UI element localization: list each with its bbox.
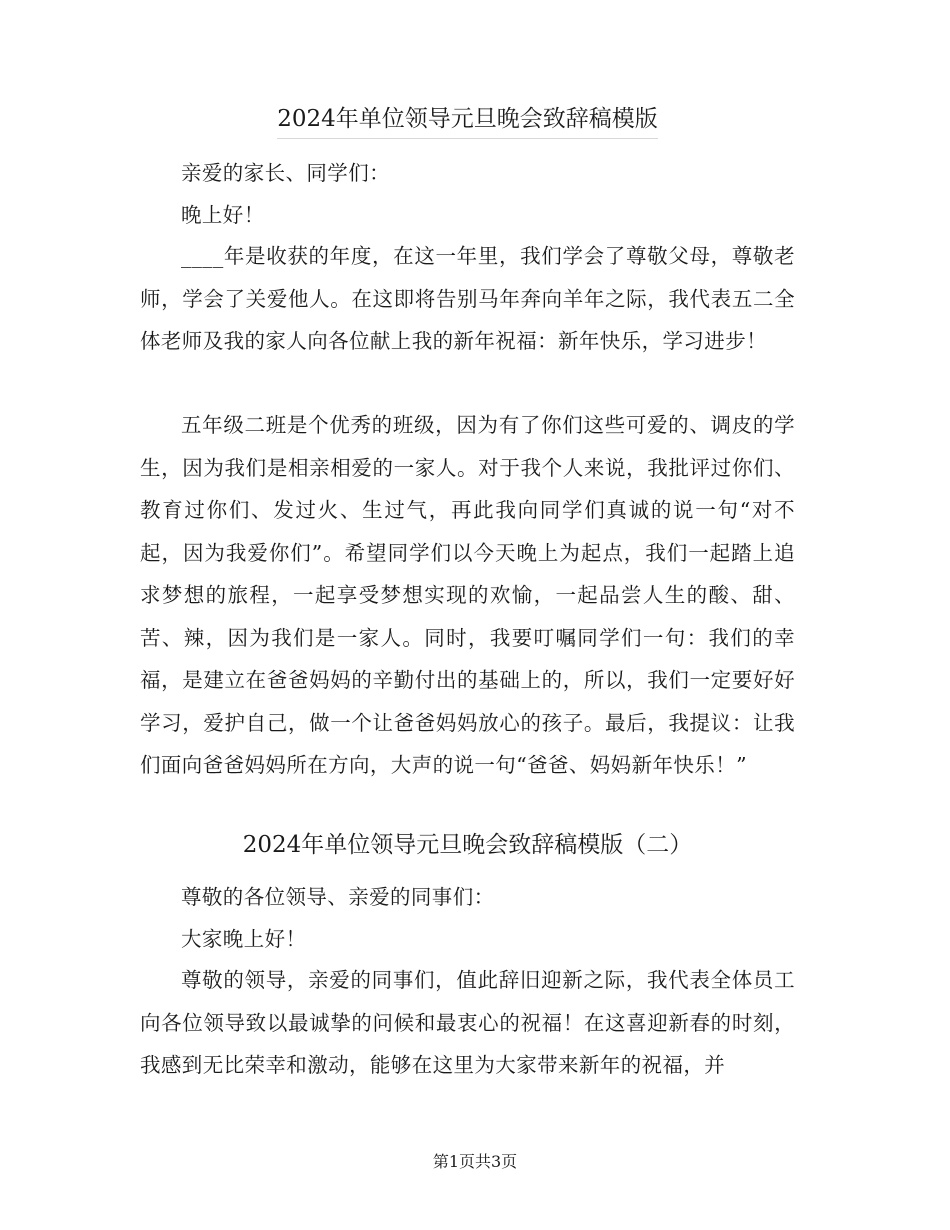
- body-paragraph: ____年是收获的年度，在这一年里，我们学会了尊敬父母，尊敬老师，学会了关爱他人。在这即将告别马年奔向羊年之际，我代表五二全体老师及我的家人向各位献上我的新年祝福：新年快乐，学习进步！: [140, 244, 795, 353]
- document-title: [140, 104, 795, 139]
- page-number-footer: 第1页共3页: [432, 1152, 518, 1171]
- document-title-text: 2024年单位领导元旦晚会致辞稿模版: [277, 104, 658, 139]
- section-title: 2024年单位领导元旦晚会致辞稿模版（二）: [242, 832, 693, 858]
- body-paragraph: 五年级二班是个优秀的班级，因为有了你们这些可爱的、调皮的学生，因为我们是相亲相爱的一家人。对于我个人来说，我批评过你们、教育过你们、发过火、生过气，再此我向同学们真诚的说一句“对不起，因为我爱你们”。希望同学们以今天晚上为起点，我们一起踏上追求梦想的旅程，一起享受梦想实现的欢愉，一起品尝人生的酸、甜、苦、辣，因为我们是一家人。同时，我要叮嘱同学们一句：我们的幸福，是建立在爸爸妈妈的辛勤付出的基础上的，所以，我们一定要好好学习，爱护自己，做一个让爸爸妈妈放心的孩子。最后，我提议：让我们面向爸爸妈妈所在方向，大声的说一句“爸爸、妈妈新年快乐！”: [140, 413, 795, 777]
- salutation-line: 大家晚上好！: [181, 927, 307, 951]
- salutation-line: 晚上好！: [181, 203, 265, 227]
- greeting-line: 亲爱的家长、同学们：: [181, 161, 390, 185]
- greeting-line: 尊敬的各位领导、亲爱的同事们：: [181, 885, 495, 909]
- body-paragraph: 尊敬的领导，亲爱的同事们，值此辞旧迎新之际，我代表全体员工向各位领导致以最诚挚的问候和最衷心的祝福！在这喜迎新春的时刻，我感到无比荣幸和激动，能够在这里为大家带来新年的祝福，并: [140, 968, 795, 1077]
